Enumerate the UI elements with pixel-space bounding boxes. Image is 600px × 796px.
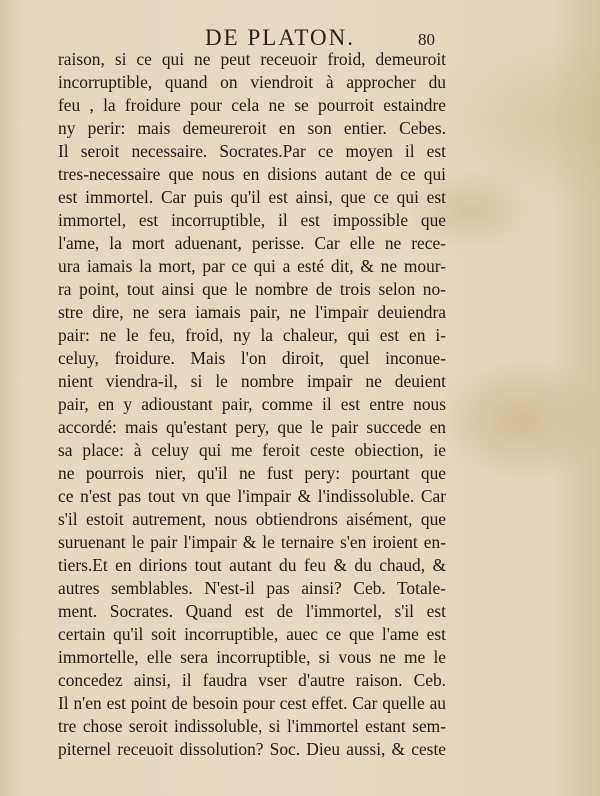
text-line: celuy, froidure. Mais l'on diroit, quel inconue-: [58, 348, 446, 368]
text-line: feu , la froidure pour cela ne se pourroit estaindre: [58, 95, 446, 115]
body-text: [58, 48, 446, 761]
text-line: immortel, est incorruptible, il est impossible que: [58, 210, 446, 230]
text-line: sa place: à celuy qui me feroit ceste obiection, ie: [58, 440, 446, 460]
text-line: immortelle, elle sera incorruptible, si vous ne me le: [58, 647, 446, 667]
text-line: stre dire, ne sera iamais pair, ne l'impair deuiendra: [58, 302, 446, 322]
text-line: nient viendra-il, si le nombre impair ne deuient: [58, 371, 446, 391]
text-line: Il seroit necessaire. Socrates.Par ce moyen il est: [58, 141, 446, 161]
text-line: suruenant le pair l'impair & le ternaire s'en iroient en-: [58, 532, 446, 552]
text-line: ura iamais la mort, par ce qui a esté dit, & ne mour-: [58, 256, 446, 276]
text-line: tres-necessaire que nous en disions autant de ce qui: [58, 164, 446, 184]
page-number: 80: [418, 30, 435, 49]
text-line: tiers.Et en dirions tout autant du feu & du chaud, &: [58, 555, 446, 575]
text-line: autres semblables. N'est-il pas ainsi? Ceb. Totale-: [58, 578, 446, 598]
text-line: raison, si ce qui ne peut receuoir froid, demeuroit: [58, 49, 446, 69]
text-line: incorruptible, quand on viendroit à approcher du: [58, 72, 446, 92]
text-line: accordé: mais qu'estant pery, que le pair succede en: [58, 417, 446, 437]
text-line: ne pourrois nier, qu'il ne fust pery: pourtant que: [58, 463, 446, 483]
text-line: Il n'en est point de besoin pour cest effet. Car quelle au: [58, 693, 446, 713]
running-header-title: DE PLATON.: [205, 25, 355, 50]
text-line: piternel receuoit dissolution? Soc. Dieu aussi, & ceste: [58, 739, 446, 759]
text-line: tre chose seroit indissoluble, si l'immortel estant sem-: [58, 716, 446, 736]
text-line: ment. Socrates. Quand est de l'immortel, s'il est: [58, 601, 446, 621]
text-line: ny perir: mais demeureroit en son entier. Cebes.: [58, 118, 446, 138]
text-line: ce n'est pas tout vn que l'impair & l'indissoluble. Car: [58, 486, 446, 506]
text-line: pair, en y adioustant pair, comme il est entre nous: [58, 394, 446, 414]
text-line: pair: ne le feu, froid, ny la chaleur, qui est en i-: [58, 325, 446, 345]
text-line: est immortel. Car puis qu'il est ainsi, que ce qui est: [58, 187, 446, 207]
text-line: s'il estoit autrement, nous obtiendrons aisément, que: [58, 509, 446, 529]
text-line: l'ame, la mort aduenant, perisse. Car elle ne rece-: [58, 233, 446, 253]
text-line: certain qu'il soit incorruptible, auec ce que l'ame est: [58, 624, 446, 644]
text-line: ra point, tout ainsi que le nombre de trois selon no-: [58, 279, 446, 299]
text-line: concedez ainsi, il faudra vser d'autre raison. Ceb.: [58, 670, 446, 690]
